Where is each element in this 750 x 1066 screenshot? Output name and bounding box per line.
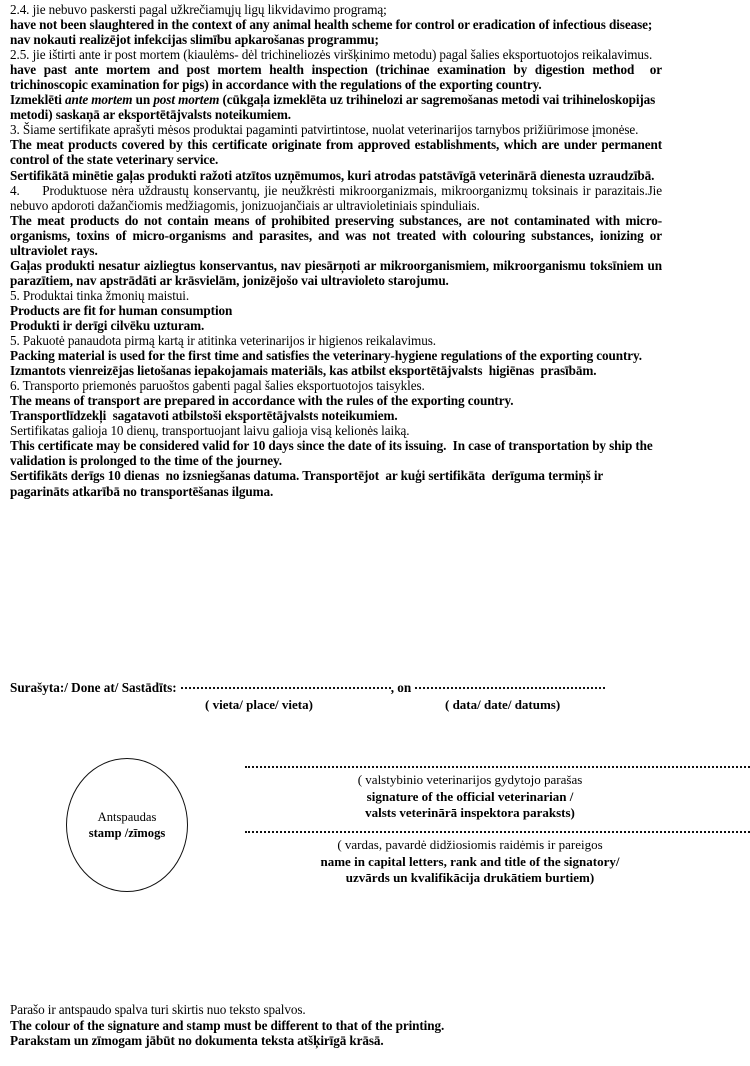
- clause-5a-lt: 5. Produktai tinka žmonių maistui.: [10, 287, 190, 303]
- validity-en: This certificate may be considered valid for 10 days since the date of its issuing. In case of transportation by ship the validation is prolonged to the time of the journey.: [10, 438, 656, 469]
- clause-2-5-lt: 2.5. jie ištirti ante ir post mortem (kiaulėms- dėl trichineliozės viršķinimo metodu) pagal šalies eksportuotojos reikalavimus.: [10, 47, 653, 63]
- signature-caption: [190, 772, 750, 822]
- name-caption-lt: ( vardas, pavardė didžiosiomis raidėmis ir pareigos: [337, 837, 603, 852]
- name-caption-en: name in capital letters, rank and title of the signatory/: [320, 853, 620, 869]
- clause-5b-lv: Izmantots vienreizējas lietošanas iepakojamais materiāls, kas atbilst eksportētājvalsts higiēnas prasībām.: [10, 363, 597, 379]
- clause-5a-lv: Produkti ir derīgi cilvēku uzturam.: [10, 317, 205, 333]
- signature-caption-lt: ( valstybinio veterinarijos gydytojo parašas: [357, 772, 583, 787]
- stamp-label-lt: Antspaudas: [97, 810, 157, 824]
- latin-term: ante mortem: [65, 92, 133, 108]
- clause-4-lv: Gaļas produkti nesatur aizliegtus konservantus, nav piesārņoti ar mikroorganismiem, mikroorganismu toksīniem un parazītiem, nav apstrādāti ar krāsvielām, jonizējošo vai ultravioleto starojumu.: [10, 257, 666, 288]
- date-input[interactable]: [415, 687, 605, 689]
- latin-term: post mortem: [153, 92, 220, 108]
- clause-6-lv: Transportlīdzekļi sagatavoti atbilstoši eksportētājvalsts noteikumiem.: [10, 408, 398, 424]
- clause-3-lv: Sertifikātā minētie gaļas produkti ražoti atzītos uzņēmumos, kuri atrodas patstāvīgā veterinārā dienesta uzraudzībā.: [10, 167, 655, 183]
- name-line[interactable]: [245, 831, 750, 833]
- clause-2-4-en: have not been slaughtered in the context of any animal health scheme for control or eradication of infectious disease;: [10, 17, 653, 33]
- done-at-comma: ,: [390, 680, 394, 695]
- footer-note-lv: Parakstam un zīmogam jābūt no dokumenta teksta atšķirīgā krāsā.: [10, 1033, 384, 1049]
- footer-note-en: The colour of the signature and stamp must be different to that of the printing.: [10, 1017, 445, 1033]
- clause-6-en: The means of transport are prepared in accordance with the rules of the exporting country.: [10, 393, 514, 409]
- on-label: on: [397, 680, 412, 695]
- clause-4-lt: 4. Produktuose nėra uždraustų konservantų, jie neužkrėsti mikroorganizmais, mikroorganizmų toksinais ir parazitais.Jie nebuvo apdoroti dažančiomis medžiagomis, jonizuojančiais ar ultravioletiniais spinduliais.: [10, 182, 666, 213]
- name-caption: [190, 837, 750, 887]
- signature-line[interactable]: [245, 766, 750, 768]
- place-caption: ( vieta/ place/ vieta): [205, 697, 313, 712]
- clause-2-5-lv-text: Izmeklēti ante mortem un post mortem (cūkgaļa izmeklēta uz trihinelozi ar sagremošanas metodi vai trihineloskopijas metodi) saskaņā ar eksportētājvalsts noteikumiem.: [10, 92, 659, 123]
- clause-6-lt: 6. Transporto priemonės paruoštos gabenti pagal šalies eksportuotojos taisykles.: [10, 378, 425, 394]
- validity-lv: Sertifikāts derīgs 10 dienas no izsniegšanas datuma. Transportējot ar kuģi sertifikāta derīguma termiņš ir pagarināts atkarībā no transportēšanas ilguma.: [10, 468, 607, 499]
- clause-2-5-lv: [10, 92, 662, 122]
- name-caption-lv: uzvārds un kvalifikācija drukātiem burtiem): [345, 870, 595, 885]
- clause-5b-en: Packing material is used for the first time and satisfies the veterinary-hygiene regulations of the exporting country.: [10, 348, 642, 364]
- signature-caption-en: signature of the official veterinarian /: [366, 788, 574, 804]
- certificate-body: [10, 2, 666, 499]
- clause-5b-lt: 5. Pakuotė panaudota pirmą kartą ir atitinka veterinarijos ir higienos reikalavimus.: [10, 333, 436, 349]
- footer-note: [10, 1002, 710, 1049]
- clause-2-5-en: have past ante mortem and post mortem health inspection (trichinae examination by digestion method or trichinoscopic examination for pigs) in accordance with the regulations of the exporting country.: [10, 62, 666, 93]
- validity-lt: Sertifikatas galioja 10 dienų, transportuojant laivu galioja visą kelionės laiką.: [10, 423, 410, 439]
- place-input[interactable]: [181, 687, 391, 689]
- date-caption: ( data/ date/ datums): [445, 697, 561, 712]
- done-at-label: Surašyta:/ Done at/ Sastādīts:: [10, 680, 177, 695]
- clause-3-lt: 3. Šiame sertifikate aprašyti mėsos produktai pagaminti patvirtintose, nuolat veterinarijos tarnybos prižiūrimose įmonėse.: [10, 122, 639, 138]
- stamp-placeholder[interactable]: [66, 758, 188, 892]
- clause-3-en: The meat products covered by this certificate originate from approved establishments, which are under permanent control of the state veterinary service.: [10, 137, 666, 168]
- clause-5a-en: Products are fit for human consumption: [10, 302, 233, 318]
- stamp-label-en-lv: stamp /zīmogs: [88, 826, 166, 840]
- clause-2-4-lv: nav nokauti realizējot infekcijas slimību apkarošanas programmu;: [10, 32, 379, 48]
- clause-2-4-lt: 2.4. jie nebuvo paskersti pagal užkrečiamųjų ligų likvidavimo programą;: [10, 2, 387, 17]
- clause-4-en: The meat products do not contain means of prohibited preserving substances, are not contaminated with micro-organisms, toxins of micro-organisms and parasites, and was not treated with colouring substances, ionizing or ultraviolet rays.: [10, 212, 666, 258]
- footer-note-lt: Parašo ir antspaudo spalva turi skirtis nuo teksto spalvos.: [10, 1002, 306, 1017]
- done-at-row: [10, 680, 710, 695]
- signature-caption-lv: valsts veterinārā inspektora paraksts): [365, 805, 575, 820]
